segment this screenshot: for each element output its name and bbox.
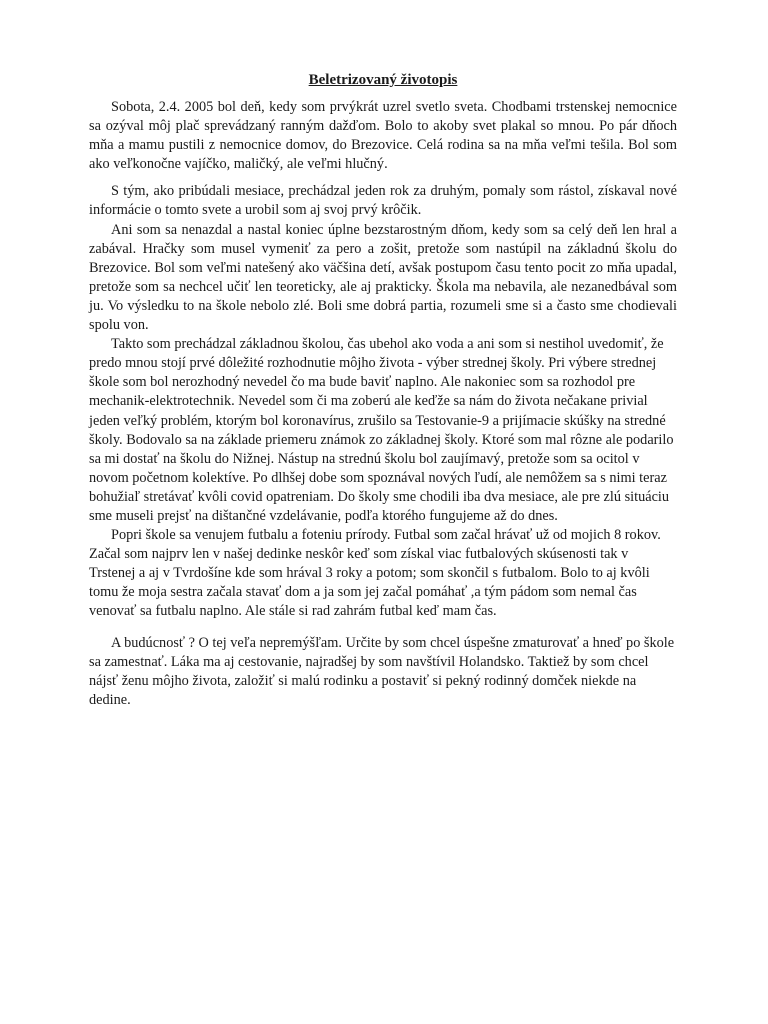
paragraph-future: A budúcnosť ? O tej veľa nepremýšľam. Určite by som chcel úspešne zmaturovať a hneď po škole sa zamestnať. Láka ma aj cestovanie, najradšej by som navštívil Holandsko. Taktiež by som chcel nájsť ženu môjho života, založiť si malú rodinku a postaviť si pekný rodinný domček niekde na dedine. — [89, 634, 675, 708]
paragraph-secondary-school: Takto som prechádzal základnou školou, čas ubehol ako voda a ani som si nestihol uvedomiť, že predo mnou stojí prvé dôležité rozhodnutie môjho života - výber strednej školy. Pri výbere strednej škole som bol nerozhodný nevedel čo ma bude baviť naplno. Ale nakoniec som sa rozhodol pre mechanik-elektrotechnik. Nevedel som či ma zoberú ale keďže sa nám do života nečakane privial jeden veľký problém, ktorým bol koronavírus, zrušilo sa Testovanie-9 a prijímacie skúšky na stredné školy. Bodovalo sa na základe priemeru známok zo základnej školy. Ktoré som mal rôzne ale podarilo sa mi dostať na školu do Nižnej. Nástup na strednú školu bol zaujímavý, pretože som sa ocitol v novom početnom kolektíve. Po dlhšej dobe som spoznával nových ľudí, ale nemôžem sa s nimi teraz bohužiaľ stretávať kvôli covid opatreniam. Do školy sme chodili iba dva mesiace, ale pre zlú situáciu sme museli prejsť na dištančné vzdelávanie, podľa ktorého fungujeme až do dnes. — [89, 336, 674, 524]
paragraph-primary-school: Ani som sa nenazdal a nastal koniec úplne bezstarostným dňom, kedy som sa celý deň len hral a zabával. Hračky som musel vymeniť za pero a zošit, pretože som nastúpil na základnú školu do Brezovice. Bol som veľmi natešený ako väčšina detí, avšak postupom času tento pocit zo mňa upadal, pretože som sa nechcel učiť len teoreticky, ale aj prakticky. Škola ma nebavila, ale nezanedbával som ju. Vo výsledku to na škole nebolo zlé. Boli sme dobrá partia, rozumeli sme si a často sme chodievali spolu von. — [89, 221, 677, 334]
document-title: Beletrizovaný životopis — [308, 72, 458, 88]
paragraph-birth: Sobota, 2.4. 2005 bol deň, kedy som prvýkrát uzrel svetlo sveta. Chodbami trstenskej nemocnice sa ozýval môj plač sprevádzaný ranným dažďom. Bolo to akoby svet plakal so mnou. Po pár dňoch mňa a mamu pustili z nemocnice domov, do Brezovice. Celá rodina sa na mňa veľmi tešila. Bol som ako veľkonočne vajíčko, maličký, ale veľmi hlučný. — [89, 99, 677, 173]
paragraph-hobbies: Popri škole sa venujem futbalu a foteniu prírody. Futbal som začal hrávať už od mojich 8 rokov. Začal som najprv len v našej dedinke neskôr keď som získal viac futbalových skúsenosti tak v Trstenej a aj v Tvrdošíne kde som hrával 3 roky a potom; som skončil s futbalom. Bolo to aj kvôli tomu že moja sestra začala stavať dom a ja som jej začal pomáhať ,a tým pádom som nemal čas venovať sa futbalu naplno. Ale stále si rad zahrám futbal keď mam čas. — [89, 527, 661, 620]
document-body — [89, 70, 677, 710]
paragraph-childhood: S tým, ako pribúdali mesiace, prechádzal jeden rok za druhým, pomaly som rástol, získaval nové informácie o tomto svete a urobil som aj svoj prvý krôčik. — [89, 183, 677, 219]
